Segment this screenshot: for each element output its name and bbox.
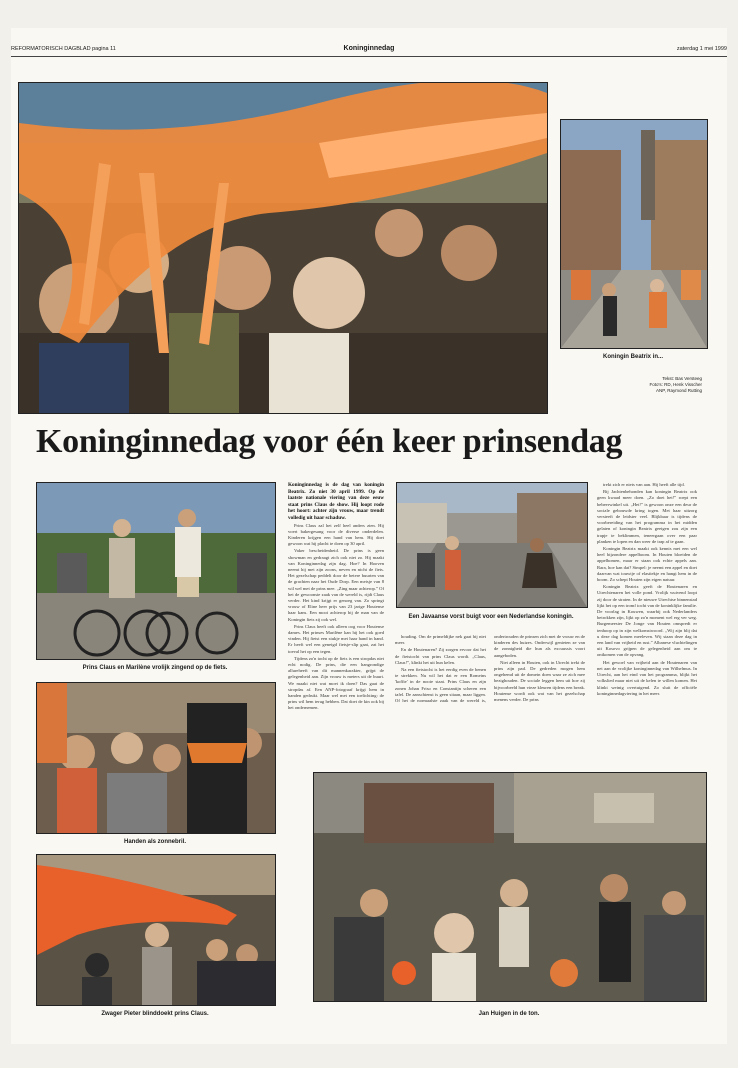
article-paragraph: Koningin Beatrix geeft de Houtenaren en Utrechtenaren het volle pond. Vrolijk wuivend loopt zij door de straten. In de nieuwe Utrechtse binnenstad lijkt het op een tromf tocht van de koninklijke familie. De voorlag in Kouwen, waarbij ook Nederlanders betrokken zijn, lijkt op zo'n moment wel erg ver weg. Burgemeester De Jonge van Houten omspredt er tenhoop op in zijn welkomstwoord. „Wij zijn blij dat u deze dag komen meeleven. Wij staan deze dag in een land van vrijheid en rust.” Albanese vluchtelingen uit Kosovo grijpen de gelegenheid aan om te ontkomen van de opvang.: [597, 584, 697, 658]
article-paragraph: houding. Om de primeldijke nek gaat hij niet meer.: [395, 634, 486, 646]
main-headline: Koninginnedag voor één keer prinsendag: [36, 423, 623, 460]
zwarte-piet-photo: [36, 854, 276, 1006]
cycling-photo: [36, 482, 276, 660]
header-section: Koninginnedag: [343, 45, 395, 52]
article-paragraph: Koningin Beatrix maakt ook kennis met een wel heel bijzondere appelboom. In Houten bloeiden de appelbomen, maar er staan ook echte appels aan. Rara, hoe kan dat? Simpel: je neemt een appel en doet daarvan wat touwtje of elastiekje en hangt hem in de boom. Zo schept Houten zijn eigen natuur.: [597, 546, 697, 583]
caption-beatrix: Koningin Beatrix in...: [602, 354, 663, 360]
article-paragraph: Niet alleen in Houten, ook in Utrecht trekt de prins zijn pad. De gedreden mogen hem ongehemd uit de domein doen waar ze zich mee bezighouden. De sociale leggen hem uit hoe zij bijvoorbeeld hun vieze kleuren tijdens een break. Houtense wordt ook wat van het gezelschap menens verder. De prins: [494, 659, 585, 703]
header-date: zaterdag 1 mei 1999: [676, 46, 727, 52]
credit-photos: Foto's: RD, Henk Visscher: [649, 382, 702, 387]
article-paragraph: Tijdens zo'n tocht op de fiets is een stropdas niet echt nodig. De prins, die een hangrondige allureheeft van dit mannenkarakter, grijpt de gelegenheid aan. Zijn vrouw is meters uit de buurt. We maakt niet wat moet ik doen? Das gaat de stropdas af. Een ANP-fotograaf krijgt hem in handen gedrukt. Maar wel met een toelichting: de prins wil hem terug hebben. Dat doet de kin ook bij het ondernemen.: [288, 655, 384, 711]
credit-agency: ANP, Raymond Rutting: [656, 388, 702, 393]
sunglasses-photo: [36, 682, 276, 834]
crowd-streamers-photo: [18, 82, 548, 414]
beatrix-street-photo: [560, 119, 708, 349]
article-paragraph: Na een fietstocht is het eerdig even de benen te strekken. Nu wil het dat er een Romeins 'koffie' in de nooie staat. Prins Claus en zijn zonen Johan Friso en Constantijn scheren een tafel. De aanschienst is geen sitaan, maar liggen. Of het de normaalste zaak van de wereld is, ondertrouden de prinsen zich met de vrouw en de kinderen des huizes. Onderwijl genieten ze van de zonnigheid die hun als excuussis voort aangeboden.: [395, 634, 585, 704]
article-column-2: [395, 634, 585, 768]
credit-text: Tekst: Bas Versteeg: [662, 376, 702, 381]
article-lead: Koninginnedag is de dag van koningin Beatrix. Zo niet 30 april 1999. Op de laatste nationale viering van deze eeuw staat prins Claus de show. Hij loopt rode het hoort: achter zijn vrouw, maar trendt volledig uit haar schaduw.: [288, 482, 384, 521]
article-paragraph: trekt zich er niets van aan. Hij heeft alle tijd.: [603, 482, 685, 487]
newspaper-page: [11, 28, 727, 1044]
jan-huigen-photo: [313, 772, 707, 1002]
article-paragraph: Vaker bescheidenheid. De prins is geen showman en gedraagt zich ook niet zo. Hij maakt van Koninginnedag zijn dag. Hoe? In Hooven neemt hij met zijn zoons, neven en nicht de fiets. Het gezelschap peddelt door de betere buurten van de grachten naar het Oude Dorp. Een meisje van 8 wil wel met de prins mee. „Zing maar achterop.” Of het de gewoonste zaak van de wereld is, rijdt Claus verder. Het kind krijgt er genoeg van. Zo springt vrouw of Eline heer prijs van 23 jarige Houtense haar kans. Een mooi achterop bij de man van de Koningin fiets zij ook wel.: [288, 548, 384, 622]
article-paragraph: Prins Claus zal het zelf heel anders zien. Hij voert bakergesang voor de diverse onderdelen. Kinderen krijgen een hand van hem. Hij doet gewoon wat hij placht te doen op 30 april.: [288, 522, 384, 547]
photo-credits: [560, 376, 702, 394]
article-paragraph: Bij Jachtenbehonden kan koningin Beatrix ook geen kwaad meer doen. „Zo doet het!” roept een bebeerwinkel uit. „Het!” is gewoon onze een deur de sociale gebouwde kring togen. Met haar uitzorg versteeft de leidster veel. Blijkbaar is tijdens de voorbereiding van het programma in het midden gelaten of koningin Beatrix geeigen zou zijn een trapje te beklimmen, teneergaan over een paar planken te lopen en dan weer de trap af te gaan.: [597, 489, 697, 544]
caption-jan-huigen: Jan Huigen in de ton.: [478, 1011, 540, 1017]
javanese-photo: [396, 482, 588, 608]
header-newspaper-name: REFORMATORISCH DAGBLAD pagina 11: [11, 46, 116, 52]
caption-javanese: Een Javaanse vorst buigt voor een Nederlandse koningin.: [408, 614, 574, 620]
article-paragraph: Het gewoel van vrijheid aan de Houtenaren van net aan de vrolijke koninginnedag van Wilhelmus. In Utrecht, aan het eind van het programma, blijkt het volkslied maar niet uit de kelen te willen komen. Het klinkt weinig overtuigend. Zo sluit de officiële koninginnedagviering in het meer.: [597, 659, 697, 696]
caption-cycling: Prins Claus en Marilène vrolijk zingend op de fiets.: [82, 665, 228, 671]
article-paragraph: En de Houtenaren? Zij zorgen ervoor dat het de fietstocht van prins Claus wordt. „Claus, Claus!”, klinkt het uit hun kelen.: [395, 647, 486, 665]
caption-zwarte-piet: Zwager Pieter blinddoekt prins Claus.: [101, 1011, 209, 1017]
article-column-3: [597, 482, 697, 770]
header-rule: [11, 56, 727, 57]
caption-sunglasses: Handen als zonnebril.: [123, 839, 186, 845]
article-column-1: [288, 482, 384, 812]
page-header: [11, 46, 727, 56]
article-paragraph: Prins Claus heeft ook alleen oog voor Houtense dames. Het prinses Marilène kan hij het ook goed vinden. Hij fietst een stukje met haar hand in hand. Er heeft wel een geneigd fietsje-slip gaat, zat het toeval het op een tegen.: [288, 623, 384, 654]
